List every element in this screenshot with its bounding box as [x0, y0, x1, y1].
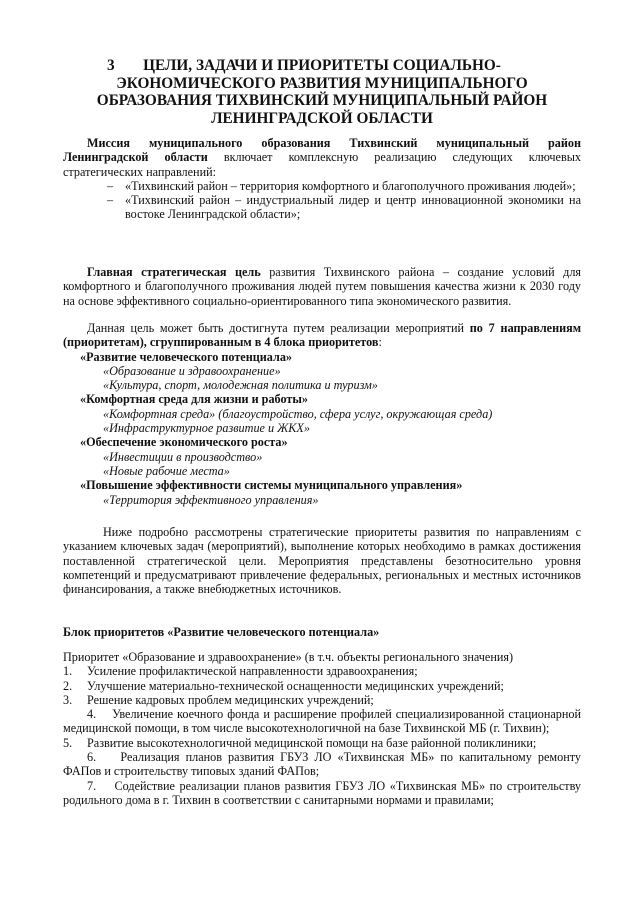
details-paragraph: Ниже подробно рассмотрены стратегические приоритеты развития по направлениям с указанием ключевых задач (мероприятий), выполнение которых необходимо в рамках достижения поставленной стратегической цели. Мероприятия представлены безотносительно уровня компетенций и предусматривают привлечение федеральных, региональных и местных источников финансирования, а также внебюджетных источников.: [63, 525, 581, 597]
mission-rest: включает комплексную реализацию следующих ключевых стратегических направлений:: [63, 150, 581, 179]
priority-item: «Образование и здравоохранение»: [103, 363, 281, 378]
goal-lead: Главная стратегическая цель: [87, 265, 261, 279]
heading-line: ЦЕЛИ, ЗАДАЧИ И ПРИОРИТЕТЫ СОЦИАЛЬНО-: [143, 57, 501, 74]
section-heading: [63, 57, 581, 127]
mission-section: [63, 136, 581, 222]
mission-paragraph: [63, 136, 581, 179]
goal-paragraph: [63, 265, 581, 308]
priority-line: Приоритет «Образование и здравоохранение» (в т.ч. объекты регионального значения): [63, 650, 514, 664]
directions-intro-plain: Данная цель может быть достигнута путем реализации мероприятий: [87, 321, 470, 335]
priority-item: «Инфраструктурное развитие и ЖКХ»: [103, 421, 310, 436]
task-item: 6. Реализация планов развития ГБУЗ ЛО «Тихвинская МБ» по капитальному ремонту ФАПов и строительству типовых зданий ФАПов;: [63, 750, 582, 779]
heading-line: ОБРАЗОВАНИЯ ТИХВИНСКИЙ МУНИЦИПАЛЬНЫЙ РАЙОН: [96, 92, 548, 110]
task-item: 7. Содействие реализации планов развития ГБУЗ ЛО «Тихвинская МБ» по строительству родильного дома в г. Тихвин в соответствии с санитарными нормами и правилами;: [63, 778, 582, 807]
mission-item-text: «Тихвинский район – индустриальный лидер и центр инновационной экономики на востоке Ленинградской области»;: [125, 193, 581, 222]
goal-rest: развития Тихвинского района – создание условий для комфортного и благополучного проживания людей путем повышения качества жизни к 2030 году на основе эффективного социально-ориентированного типа экономического развития.: [63, 265, 582, 308]
task-item: 4. Увеличение коечного фонда и расширение профилей специализированной стационарной медицинской помощи, в том числе высокотехнологичной на базе Тихвинской МБ (г. Тихвин);: [63, 707, 582, 736]
block-heading: [63, 625, 581, 639]
tasks-section: [63, 650, 581, 807]
priority-block-title: «Развитие человеческого потенциала»: [80, 349, 293, 364]
heading-line: ЛЕНИНГРАДСКОЙ ОБЛАСТИ: [211, 109, 433, 127]
directions-intro-end: :: [378, 335, 382, 350]
section-number: 3: [107, 57, 115, 74]
directions-intro: [63, 321, 581, 350]
priority-block-title: «Повышение эффективности системы муниципального управления»: [80, 478, 463, 493]
task-item: 2. Улучшение материально-технической оснащенности медицинских учреждений;: [63, 678, 504, 693]
directions-intro-bold: по 7 направлениям (приоритетам), сгруппированным в 4 блока приоритетов: [63, 321, 582, 350]
details-section: [63, 525, 581, 596]
block-heading-text: Блок приоритетов «Развитие человеческого потенциала»: [63, 625, 380, 639]
mission-item: – «Тихвинский район – индустриальный лидер и центр инновационной экономики на востоке Ленинградской области»;: [107, 193, 581, 222]
priority-item: «Новые рабочие места»: [103, 463, 230, 478]
priority-item: «Инвестиции в производство»: [103, 449, 263, 464]
priority-item: «Территория эффективного управления»: [103, 492, 319, 507]
priority-item: «Культура, спорт, молодежная политика и туризм»: [103, 378, 378, 393]
mission-lead: Миссия муниципального образования Тихвинский муниципальный район Ленинградской области: [63, 136, 581, 165]
mission-item: – «Тихвинский район – территория комфортного и благополучного проживания людей»;: [107, 178, 576, 193]
heading-line: ЭКОНОМИЧЕСКОГО РАЗВИТИЯ МУНИЦИПАЛЬНОГО: [116, 74, 528, 92]
task-item: 1. Усиление профилактической направленности здравоохранения;: [63, 664, 418, 679]
goal-section: [63, 265, 581, 308]
priority-item: «Комфортная среда» (благоустройство, сфера услуг, окружающая среда): [103, 406, 493, 421]
priority-block-title: «Комфортная среда для жизни и работы»: [80, 392, 309, 407]
task-item: 5. Развитие высокотехнологичной медицинской помощи на базе районной поликлиники;: [63, 735, 537, 750]
priority-block-title: «Обеспечение экономического роста»: [80, 435, 288, 450]
directions-section: [63, 321, 581, 507]
mission-item-text: «Тихвинский район – территория комфортного и благополучного проживания людей»;: [125, 178, 576, 193]
task-item: 3. Решение кадровых проблем медицинских учреждений;: [63, 692, 374, 707]
